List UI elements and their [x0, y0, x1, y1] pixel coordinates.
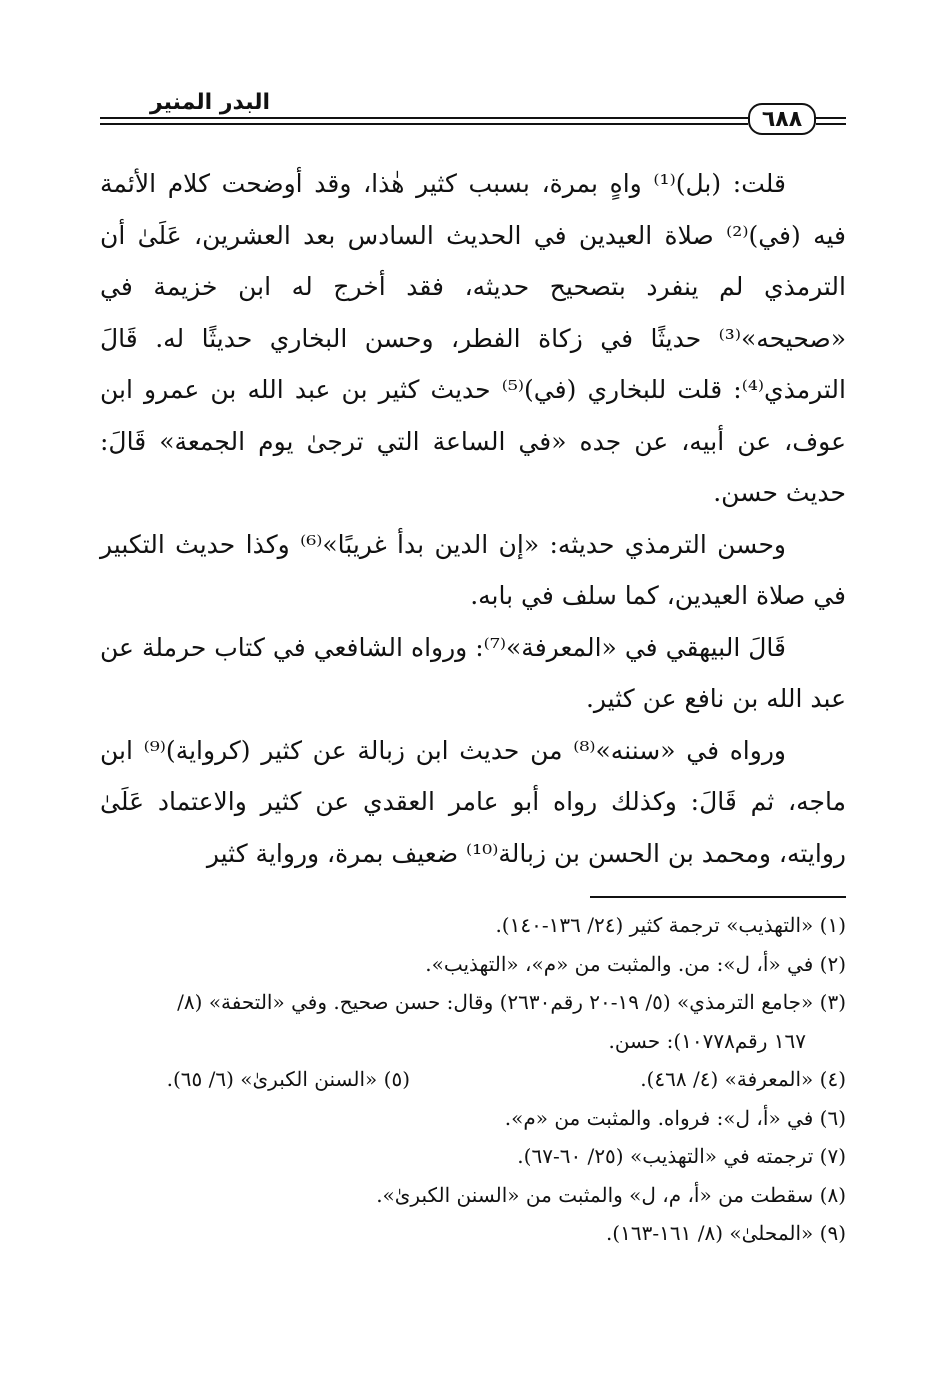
paragraph-4: ورواه في «سننه»⁽⁸⁾ من حديث ابن زبالة عن كثير (كرواية)⁽⁹⁾ ابن ماجه، ثم قَالَ: وكذلك رواه أبو عامر العقدي عن كثير والاعتماد عَلَىٰ روايته، ومحمد بن الحسن بن زبالة⁽¹⁰⁾ ضعيف بمرة، ورواية كثير	[100, 735, 846, 868]
footnote-7: (٧) ترجمته في «التهذيب» (٢٥/ ٦٠-٦٧).	[517, 1144, 846, 1168]
header-rule-top	[100, 117, 748, 119]
paragraph-2: وحسن الترمذي حديثه: «إن الدين بدأ غريبًا»⁽⁶⁾ وكذا حديث التكبير في صلاة العيدين، كما سلف في بابه.	[100, 529, 846, 610]
footnote-5: (٥) «السنن الكبرىٰ» (٦/ ٦٥).	[166, 1067, 410, 1091]
header-rule-right-top	[816, 117, 846, 119]
footnote-8: (٨) سقطت من «أ، م، ل» والمثبت من «السنن الكبرىٰ».	[376, 1182, 846, 1207]
footnote-9: (٩) «المحلىٰ» (٨/ ١٦١-١٦٣).	[605, 1221, 846, 1245]
running-header-title: البدر المنير	[149, 90, 270, 115]
header-rule-bottom	[100, 123, 748, 125]
paragraph-3: قَالَ البيهقي في «المعرفة»⁽⁷⁾: ورواه الشافعي في كتاب حرملة عن عبد الله بن نافع عن كثير.	[100, 632, 846, 713]
footnote-2: (٢) في «أ، ل»: من. والمثبت من «م»، «التهذيب».	[425, 951, 846, 976]
footnotes	[100, 906, 846, 1253]
footnote-3-cont-text: ١٦٧ رقم١٠٧٧٨): حسن.	[608, 1028, 806, 1053]
footnote-3-continued	[100, 1022, 846, 1061]
header-rule-right-bottom	[816, 123, 846, 125]
page-number: ٦٨٨	[748, 103, 816, 135]
footnote-3: (٣) «جامع الترمذي» (٥/ ١٩-٢٠ رقم٢٦٣٠) وقال: حسن صحيح. وفي «التحفة» (٨/	[177, 990, 846, 1014]
main-text	[100, 158, 846, 879]
footnote-6: (٦) في «أ، ل»: فرواه. والمثبت من «م».	[504, 1105, 846, 1130]
paragraph-1: قلت: (بل)⁽¹⁾ واهٍ بمرة، بسبب كثير هٰذا، وقد أوضحت كلام الأئمة فيه (في)⁽²⁾ صلاة العيدين في الحديث السادس بعد العشرين، عَلَىٰ أن الترمذي لم ينفرد بتصحيح حديثه، فقد أخرج له ابن خزيمة في «صحيحه»⁽³⁾ حديثًا في زكاة الفطر، وحسن البخاري حديثًا له. قَالَ الترمذي⁽⁴⁾: قلت للبخاري (في)⁽⁵⁾ حديث كثير بن عبد الله بن عمرو ابن عوف، عن أبيه، عن جده «في الساعة التي ترجىٰ يوم الجمعة» قَالَ: حديث حسن.	[100, 169, 846, 507]
footnote-row-4-5	[100, 1060, 846, 1099]
footnote-1: (١) «التهذيب» ترجمة كثير (٢٤/ ١٣٦-١٤٠).	[495, 913, 846, 937]
footnote-4: (٤) «المعرفة» (٤/ ٤٦٨).	[640, 1067, 846, 1091]
footnote-separator	[590, 896, 846, 898]
